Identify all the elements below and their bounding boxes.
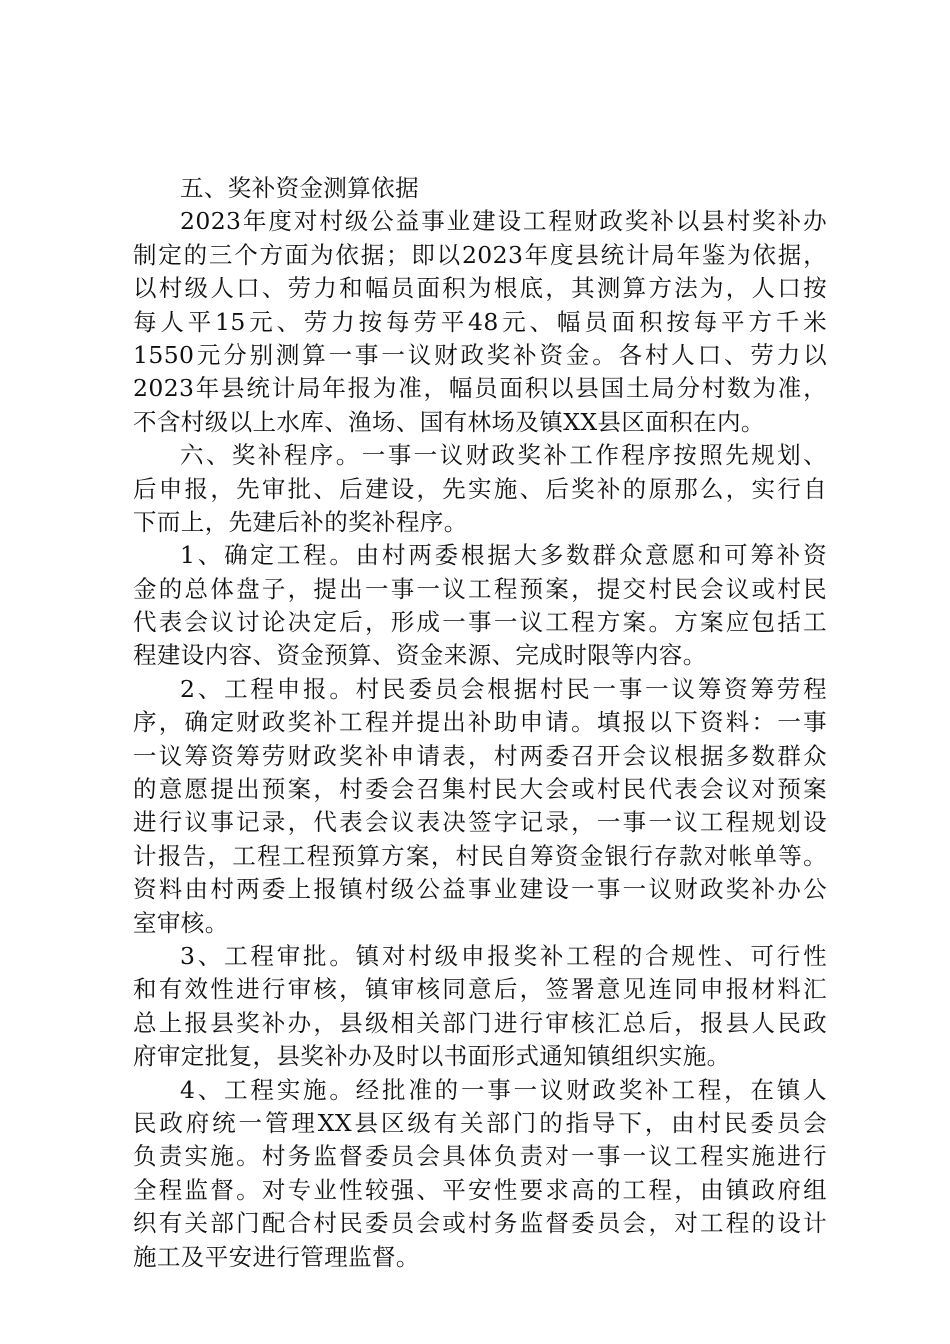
text-line: 4、工程实施。经批准的一事一议财政奖补工程，在镇人 (180, 1075, 827, 1104)
section-heading: 六、奖补程序。一事一议财政奖补工作程序按照先规划、 (180, 441, 827, 470)
text-line: 资料由村两委上报镇村级公益事业建设一事一议财政奖补办公 (133, 875, 827, 904)
text-line: 2、工程申报。村民委员会根据村民一事一议筹资筹劳程 (180, 674, 827, 703)
text-line: 2023年度对村级公益事业建设工程财政奖补以县村奖补办 (180, 207, 827, 236)
text-line: 府审定批复，县奖补办及时以书面形式通知镇组织实施。 (133, 1042, 731, 1071)
text-line: 序，确定财政奖补工程并提出补助申请。填报以下资料：一事 (133, 708, 827, 737)
text-line: 后申报，先审批、后建设，先实施、后奖补的原那么，实行自 (133, 474, 827, 503)
text-line: 2023年县统计局年报为准，幅员面积以县国土局分村数为准， (133, 374, 827, 403)
text-line: 1、确定工程。由村两委根据大多数群众意愿和可筹补资 (180, 541, 827, 570)
text-line: 制定的三个方面为依据；即以2023年度县统计局年鉴为依据， (133, 240, 827, 269)
text-line: 以村级人口、劳力和幅员面积为根底，其测算方法为，人口按 (133, 274, 827, 303)
text-line: 总上报县奖补办，县级相关部门进行审核汇总后，报县人民政 (133, 1008, 827, 1037)
text-line: 进行议事记录，代表会议表决签字记录，一事一议工程规划设 (133, 808, 827, 837)
text-line: 不含村级以上水库、渔场、国有林场及镇XX县区面积在内。 (133, 407, 765, 436)
section-heading: 五、奖补资金测算依据 (180, 174, 419, 202)
text-line: 每人平15元、劳力按每劳平48元、幅员面积按每平方千米 (133, 307, 827, 336)
text-line: 室审核。 (133, 908, 229, 937)
text-line: 程建设内容、资金预算、资金来源、完成时限等内容。 (133, 641, 707, 670)
text-line: 计报告，工程工程预算方案，村民自筹资金银行存款对帐单等。 (133, 841, 827, 870)
text-line: 和有效性进行审核，镇审核同意后，签署意见连同申报材料汇 (133, 975, 827, 1004)
text-line: 金的总体盘子，提出一事一议工程预案，提交村民会议或村民 (133, 574, 827, 603)
text-line: 民政府统一管理XX县区级有关部门的指导下，由村民委员会 (133, 1108, 827, 1137)
text-line: 3、工程审批。镇对村级申报奖补工程的合规性、可行性 (180, 941, 827, 970)
text-line: 负责实施。村务监督委员会具体负责对一事一议工程实施进行 (133, 1142, 827, 1171)
text-line: 全程监督。对专业性较强、平安性要求高的工程，由镇政府组 (133, 1175, 827, 1204)
text-line: 代表会议讨论决定后，形成一事一议工程方案。方案应包括工 (133, 608, 827, 637)
text-line: 下而上，先建后补的奖补程序。 (133, 507, 468, 536)
text-line: 的意愿提出预案，村委会召集村民大会或村民代表会议对预案 (133, 775, 827, 804)
document-body (133, 172, 833, 1274)
text-line: 1550元分别测算一事一议财政奖补资金。各村人口、劳力以 (133, 340, 827, 369)
text-line: 织有关部门配合村民委员会或村务监督委员会，对工程的设计 (133, 1209, 827, 1238)
text-line: 一议筹资筹劳财政奖补申请表，村两委召开会议根据多数群众 (133, 741, 827, 770)
text-line: 施工及平安进行管理监督。 (133, 1242, 420, 1271)
